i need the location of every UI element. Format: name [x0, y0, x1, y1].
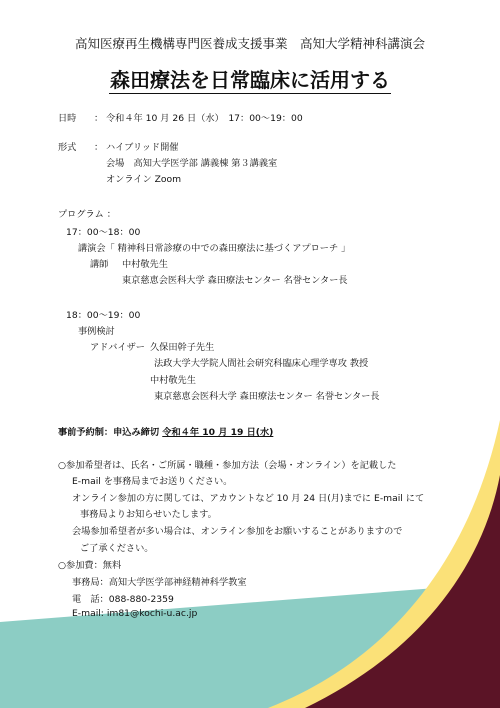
- advisor2-name: 中村敬先生: [150, 375, 196, 386]
- note-line-3: オンライン参加の方に関しては、アカウントなど 10 月 24 日(月)までに E-mail にて: [72, 493, 425, 504]
- note-line-4: 事務局よりお知らせいたします。: [80, 509, 217, 520]
- datetime-value: 令和４年 10 月 26 日（水） 17：00～19：00: [106, 113, 303, 124]
- format-colon: ：: [94, 142, 104, 153]
- format-label: 形式: [58, 142, 77, 153]
- event-title-text: 森田療法を日常臨床に活用する: [110, 68, 390, 92]
- advisor2-affiliation: 東京慈恵会医科大学 森田療法センター 名誉センター長: [154, 391, 380, 402]
- lecturer-label: 講師: [90, 259, 109, 270]
- registration-line: [58, 424, 273, 438]
- event-series-header: 高知医療再生機構専門医養成支援事業 高知大学精神科講演会: [74, 36, 425, 51]
- contact-email: E-mail: im81@kochi-u.ac.jp: [72, 608, 198, 619]
- format-online: オンライン Zoom: [106, 174, 182, 185]
- note-line-2: E-mail を事務局までお送りください。: [72, 476, 233, 487]
- program-lecture: 講演会「 精神科日常診療の中での森田療法に基づくアプローチ 」: [78, 243, 351, 254]
- fee-line: ○参加費：無料: [58, 560, 122, 571]
- program-label: プログラム ：: [58, 209, 116, 220]
- advisor-label: アドバイザー: [90, 342, 145, 353]
- program-part1-time: 17：00～18：00: [66, 227, 141, 238]
- contact-phone: 電 話：088-880-2359: [72, 594, 174, 605]
- datetime-colon: ：: [94, 113, 104, 124]
- format-venue: 会場 高知大学医学部 講義棟 第３講義室: [106, 158, 278, 169]
- advisor1-affiliation: 法政大学大学院人間社会研究科臨床心理学専攻 教授: [154, 358, 369, 369]
- datetime-label: 日時: [58, 113, 77, 124]
- registration-deadline: 令和４年 10 月 19 日(水): [162, 427, 274, 438]
- event-title: [0, 64, 500, 93]
- program-part2-time: 18：00～19：00: [66, 310, 141, 321]
- note-line-6: ご了承ください。: [80, 543, 154, 554]
- lecturer-affiliation: 東京慈恵会医科大学 森田療法センター 名誉センター長: [122, 275, 348, 286]
- format-value: ハイブリッド開催: [106, 142, 179, 153]
- registration-prefix: 事前予約制：申込み締切: [58, 427, 163, 438]
- advisor1-name: 久保田幹子先生: [150, 342, 215, 353]
- note-line-5: 会場参加希望者が多い場合は、オンライン参加をお願いすることがありますので: [72, 526, 403, 537]
- note-line-1: ○参加希望者は、氏名・ご所属・職種・参加方法（会場・オンライン）を記載した: [58, 460, 397, 471]
- contact-office: 事務局：高知大学医学部神経精神科学教室: [72, 577, 247, 588]
- case-study-label: 事例検討: [78, 326, 115, 337]
- lecturer-name: 中村敬先生: [122, 259, 168, 270]
